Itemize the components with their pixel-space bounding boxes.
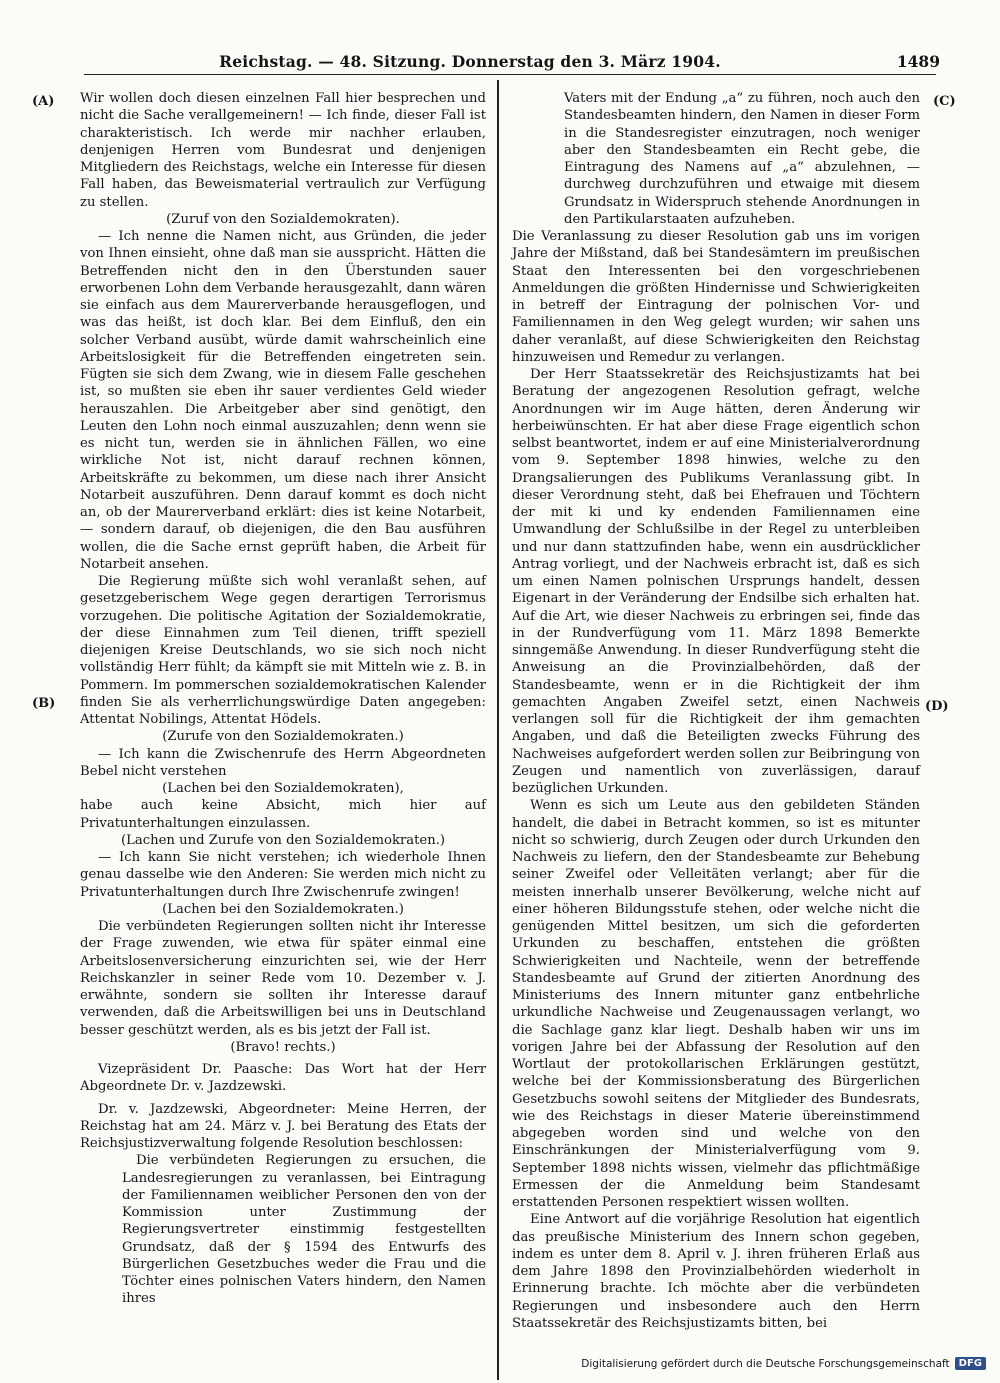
footer-credit (581, 1357, 986, 1370)
interjection: (Zuruf von den Sozialdemokraten). (166, 211, 400, 227)
speaker-paragraph: Vizepräsident Dr. Paasche: Das Wort hat der Herr Abgeordnete Dr. v. Jazdzewski. (80, 1062, 486, 1095)
header-rule (84, 74, 936, 75)
margin-mark-a: (A) (32, 94, 55, 109)
interjection: (Lachen und Zurufe von den Sozialdemokraten.) (120, 832, 446, 848)
interjection: (Lachen bei den Sozialdemokraten), (162, 781, 404, 796)
paragraph: Die verbündeten Regierungen sollten nicht ihr Interesse der Frage zuwenden, wie etwa für später einmal eine Arbeitslosenversicherung einzurichten sei, wie der Herr Reichskanzler in seiner Rede vom 10. Dezember v. J. erwähnte, sondern sie sollten ihr Interesse darauf verwenden, daß die Arbeitswilligen bei uns in Deutschland besser geschützt werden, als es bis jetzt der Fall ist. (80, 919, 486, 1038)
speaker-paragraph: Dr. v. Jazdzewski, Abgeordneter: Meine Herren, der Reichstag hat am 24. März v. J. bei Beratung des Etats der Reichsjustizverwaltung folgende Resolution beschlossen: (80, 1101, 486, 1151)
resolution-quote-continued: Vaters mit der Endung „a“ zu führen, noch auch den Standesbeamten hindern, den Namen in dieser Form in die Standesregister einzutragen, noch weniger aber den Standesbeamten ein Recht gebe, die Eintragung des Namens auf „a“ abzulehnen, — durchweg durchzuführen und etwaige mit diesem Grundsatz in Widerspruch stehende Anordnungen in den Partikularstaaten aufzuheben. (564, 91, 920, 227)
resolution-quote: Die verbündeten Regierungen zu ersuchen, die Landesregierungen zu veranlassen, bei Eintragung der Familiennamen weiblicher Personen den von der Kommission unter Zustimmung der Regierungsvertreter einstimmig festgestellten Grundsatz, daß der § 1594 des Entwurfs des Bürgerlichen Gesetzbuches weder die Frau und die Töchter eines polnischen Vaters hindern, den Namen ihres (122, 1153, 486, 1307)
running-head: Reichstag. — 48. Sitzung. Donnerstag den 3. März 1904. (219, 52, 721, 71)
interjection: (Lachen bei den Sozialdemokraten.) (162, 901, 404, 917)
dfg-logo: DFG (955, 1357, 986, 1370)
paragraph: Die Veranlassung zu dieser Resolution gab uns im vorigen Jahre der Mißstand, daß bei Standesämtern im preußischen Staat den Interessenten bei den vorgeschriebenen Anmeldungen die größten Hindernisse und Schwierigkeiten in betreff der Eintragung der polnischen Vor- und Familiennamen in den Weg gelegt wurden; wir sahen uns daher veranlaßt, auf diese Schwierigkeiten den Reichstag hinzuweisen und Remedur zu verlangen. (512, 229, 920, 365)
margin-mark-b: (B) (32, 696, 56, 711)
interjection: (Bravo! rechts.) (230, 1039, 336, 1055)
page-header (60, 52, 940, 74)
page-number: 1489 (896, 52, 940, 71)
paragraph: — Ich kann die Zwischenrufe des Herrn Abgeordneten Bebel nicht verstehen (80, 746, 486, 779)
margin-mark-c: (C) (933, 94, 956, 109)
footer-text: Digitalisierung gefördert durch die Deutsche Forschungsgemeinschaft (581, 1357, 950, 1370)
paragraph: Wenn es sich um Leute aus den gebildeten Ständen handelt, die dabei in Betracht kommen, so ist es mitunter nicht so schwierig, durch Zeugen oder durch Urkunden den Nachweis zu liefern, den der Standesbeamte zur Behebung seiner Zweifel oder Velleitäten verlangt; aber für die meisten innerhalb unserer Bevölkerung, welche nicht auf einer höheren Bildungsstufe stehen, oder welche nicht die genügenden Mittel besitzen, um sich die geforderten Urkunden zu beschaffen, entstehen die größten Schwierigkeiten und Nachteile, wenn der betreffende Standesbeamte auf Grund der zitierten Anordnung des Ministeriums des Innern mitunter ganz entbehrliche urkundliche Nachweise und Zeugenaussagen verlangt, wo die Sachlage ganz klar liegt. Deshalb haben wir uns im vorigen Jahre bei der Abfassung der Resolution auf den Wortlaut der protokollarischen Erklärungen gestützt, welche bei der Kommissionsberatung des Bürgerlichen Gesetzbuchs sowohl seitens der Mitglieder des Bundesrats, wie des Reichstags in dieser Materie übereinstimmend abgegeben worden sind und welche von den Einschränkungen der Ministerialverfügung vom 9. September 1898 nichts wissen, vielmehr das pflichtmäßige Ermessen der die Anmeldung beim Standesamt erstattenden Personen respektiert wissen wollten. (512, 798, 920, 1210)
right-column (512, 90, 920, 1331)
paragraph: Wir wollen doch diesen einzelnen Fall hier besprechen und nicht die Sache verallgemeinern! — Ich finde, dieser Fall ist charakteristisch. Ich werde mir nachher erlauben, denjenigen Herren vom Bundesrat und denjenigen Mitgliedern des Reichstags, welche ein Interesse für diesen Fall haben, das Beweismaterial vertraulich zur Verfügung zu stellen. (80, 91, 486, 210)
left-column (80, 90, 486, 1320)
paragraph: habe auch keine Absicht, mich hier auf Privatunterhaltungen einzulassen. (80, 798, 486, 831)
paragraph: — Ich nenne die Namen nicht, aus Gründen, die jeder von Ihnen einsieht, ohne daß man sie ausspricht. Hätten die Betreffenden nicht den in den Überstunden sauer erworbenen Lohn dem Verbande herausgezahlt, dann wären sie einfach aus dem Maurerverbande herausgeflogen, und was das heißt, ist doch klar. Bei dem Einfluß, den ein solcher Verband ausübt, würde damit wahrscheinlich eine Arbeitslosigkeit für die Betreffenden eingetreten sein. Fügten sie sich dem Zwang, wie in diesem Falle geschehen ist, so mußten sie eben ihr sauer verdientes Geld wieder herauszahlen. Die Arbeitgeber aber sind genötigt, den Leuten den Lohn noch einmal auszuzahlen; denn wenn sie es nicht tun, werden sie in ähnlichen Fällen, wo eine wirkliche Not ist, nicht darauf rechnen können, Arbeitskräfte zu bekommen, um diese nach ihrer Ansicht Notarbeit auszuführen. Denn darauf kommt es doch nicht an, ob der Maurerverband erklärt: dies ist keine Notarbeit, — sondern darauf, ob diejenigen, die den Bau ausführen wollen, die die Sache ernst geprüft haben, die Arbeit für Notarbeit ansehen. (80, 229, 486, 572)
paragraph: Der Herr Staatssekretär des Reichsjustizamts hat bei Beratung der angezogenen Resolution gefragt, welche Anordnungen wir im Auge hätten, deren Änderung wir herbeiwünschten. Er hat aber diese Frage eigentlich schon selbst beantwortet, indem er auf eine Ministerialverordnung vom 9. September 1898 hinwies, welche zu den Drangsalierungen des Publikums Veranlassung gibt. In dieser Verordnung steht, daß bei Ehefrauen und Töchtern der mit ki und ky endenden Familiennamen eine Umwandlung der Schlußsilbe in der Regel zu unterbleiben und nur dann stattzufinden habe, wenn ein ausdrücklicher Antrag vorliegt, und der Nachweis erbracht ist, daß es sich um einen Namen polnischen Ursprungs handelt, dessen Eigenart in der Veränderung der Endsilbe sich erhalten hat. Auf die Art, wie dieser Nachweis zu erbringen sei, finde das in der Rundverfügung vom 11. März 1898 Bemerkte sinngemäße Anwendung. In dieser Rundverfügung steht die Anweisung an die Provinzialbehörden, daß der Standesbeamte, wenn er in die Richtigkeit der ihm gemachten Angaben Zweifel setzt, einen Nachweis verlangen soll für die Richtigkeit der ihm gemachten Angaben, und daß die Beteiligten zwecks Führung des Nachweises aufgefordert werden sollen zur Beibringung von Zeugen und namentlich von zuverlässigen, darauf bezüglichen Urkunden. (512, 367, 920, 796)
paragraph: Eine Antwort auf die vorjährige Resolution hat eigentlich das preußische Ministerium des Innern schon gegeben, indem es unter dem 8. April v. J. ihren früheren Erlaß aus dem Jahre 1898 den Provinzialbehörden wiederholt in Erinnerung brachte. Ich möchte aber die verbündeten Regierungen und insbesondere auch den Herrn Staatssekretär des Reichsjustizamts bitten, bei (512, 1212, 920, 1331)
column-divider (497, 80, 499, 1380)
paragraph: Die Regierung müßte sich wohl veranlaßt sehen, auf gesetzgeberischem Wege gegen derartigen Terrorismus vorzugehen. Die politische Agitation der Sozialdemokratie, der diese Einnahmen zum Teil dienen, trifft speziell diejenigen Kreise Deutschlands, wo sie sich noch nicht vollständig Herr fühlt; da kämpft sie mit Mitteln wie z. B. in Pommern. Im pommerschen sozialdemokratischen Kalender finden Sie als verherrlichungswürdige Daten angegeben: Attentat Nobilings, Attentat Hödels. (80, 574, 486, 727)
paragraph: — Ich kann Sie nicht verstehen; ich wiederhole Ihnen genau dasselbe wie den Anderen: Sie werden mich nicht zu Privatunterhaltungen durch Ihre Zwischenrufe zwingen! (80, 850, 486, 900)
margin-mark-d: (D) (925, 699, 949, 714)
interjection: (Zurufe von den Sozialdemokraten.) (162, 729, 404, 745)
